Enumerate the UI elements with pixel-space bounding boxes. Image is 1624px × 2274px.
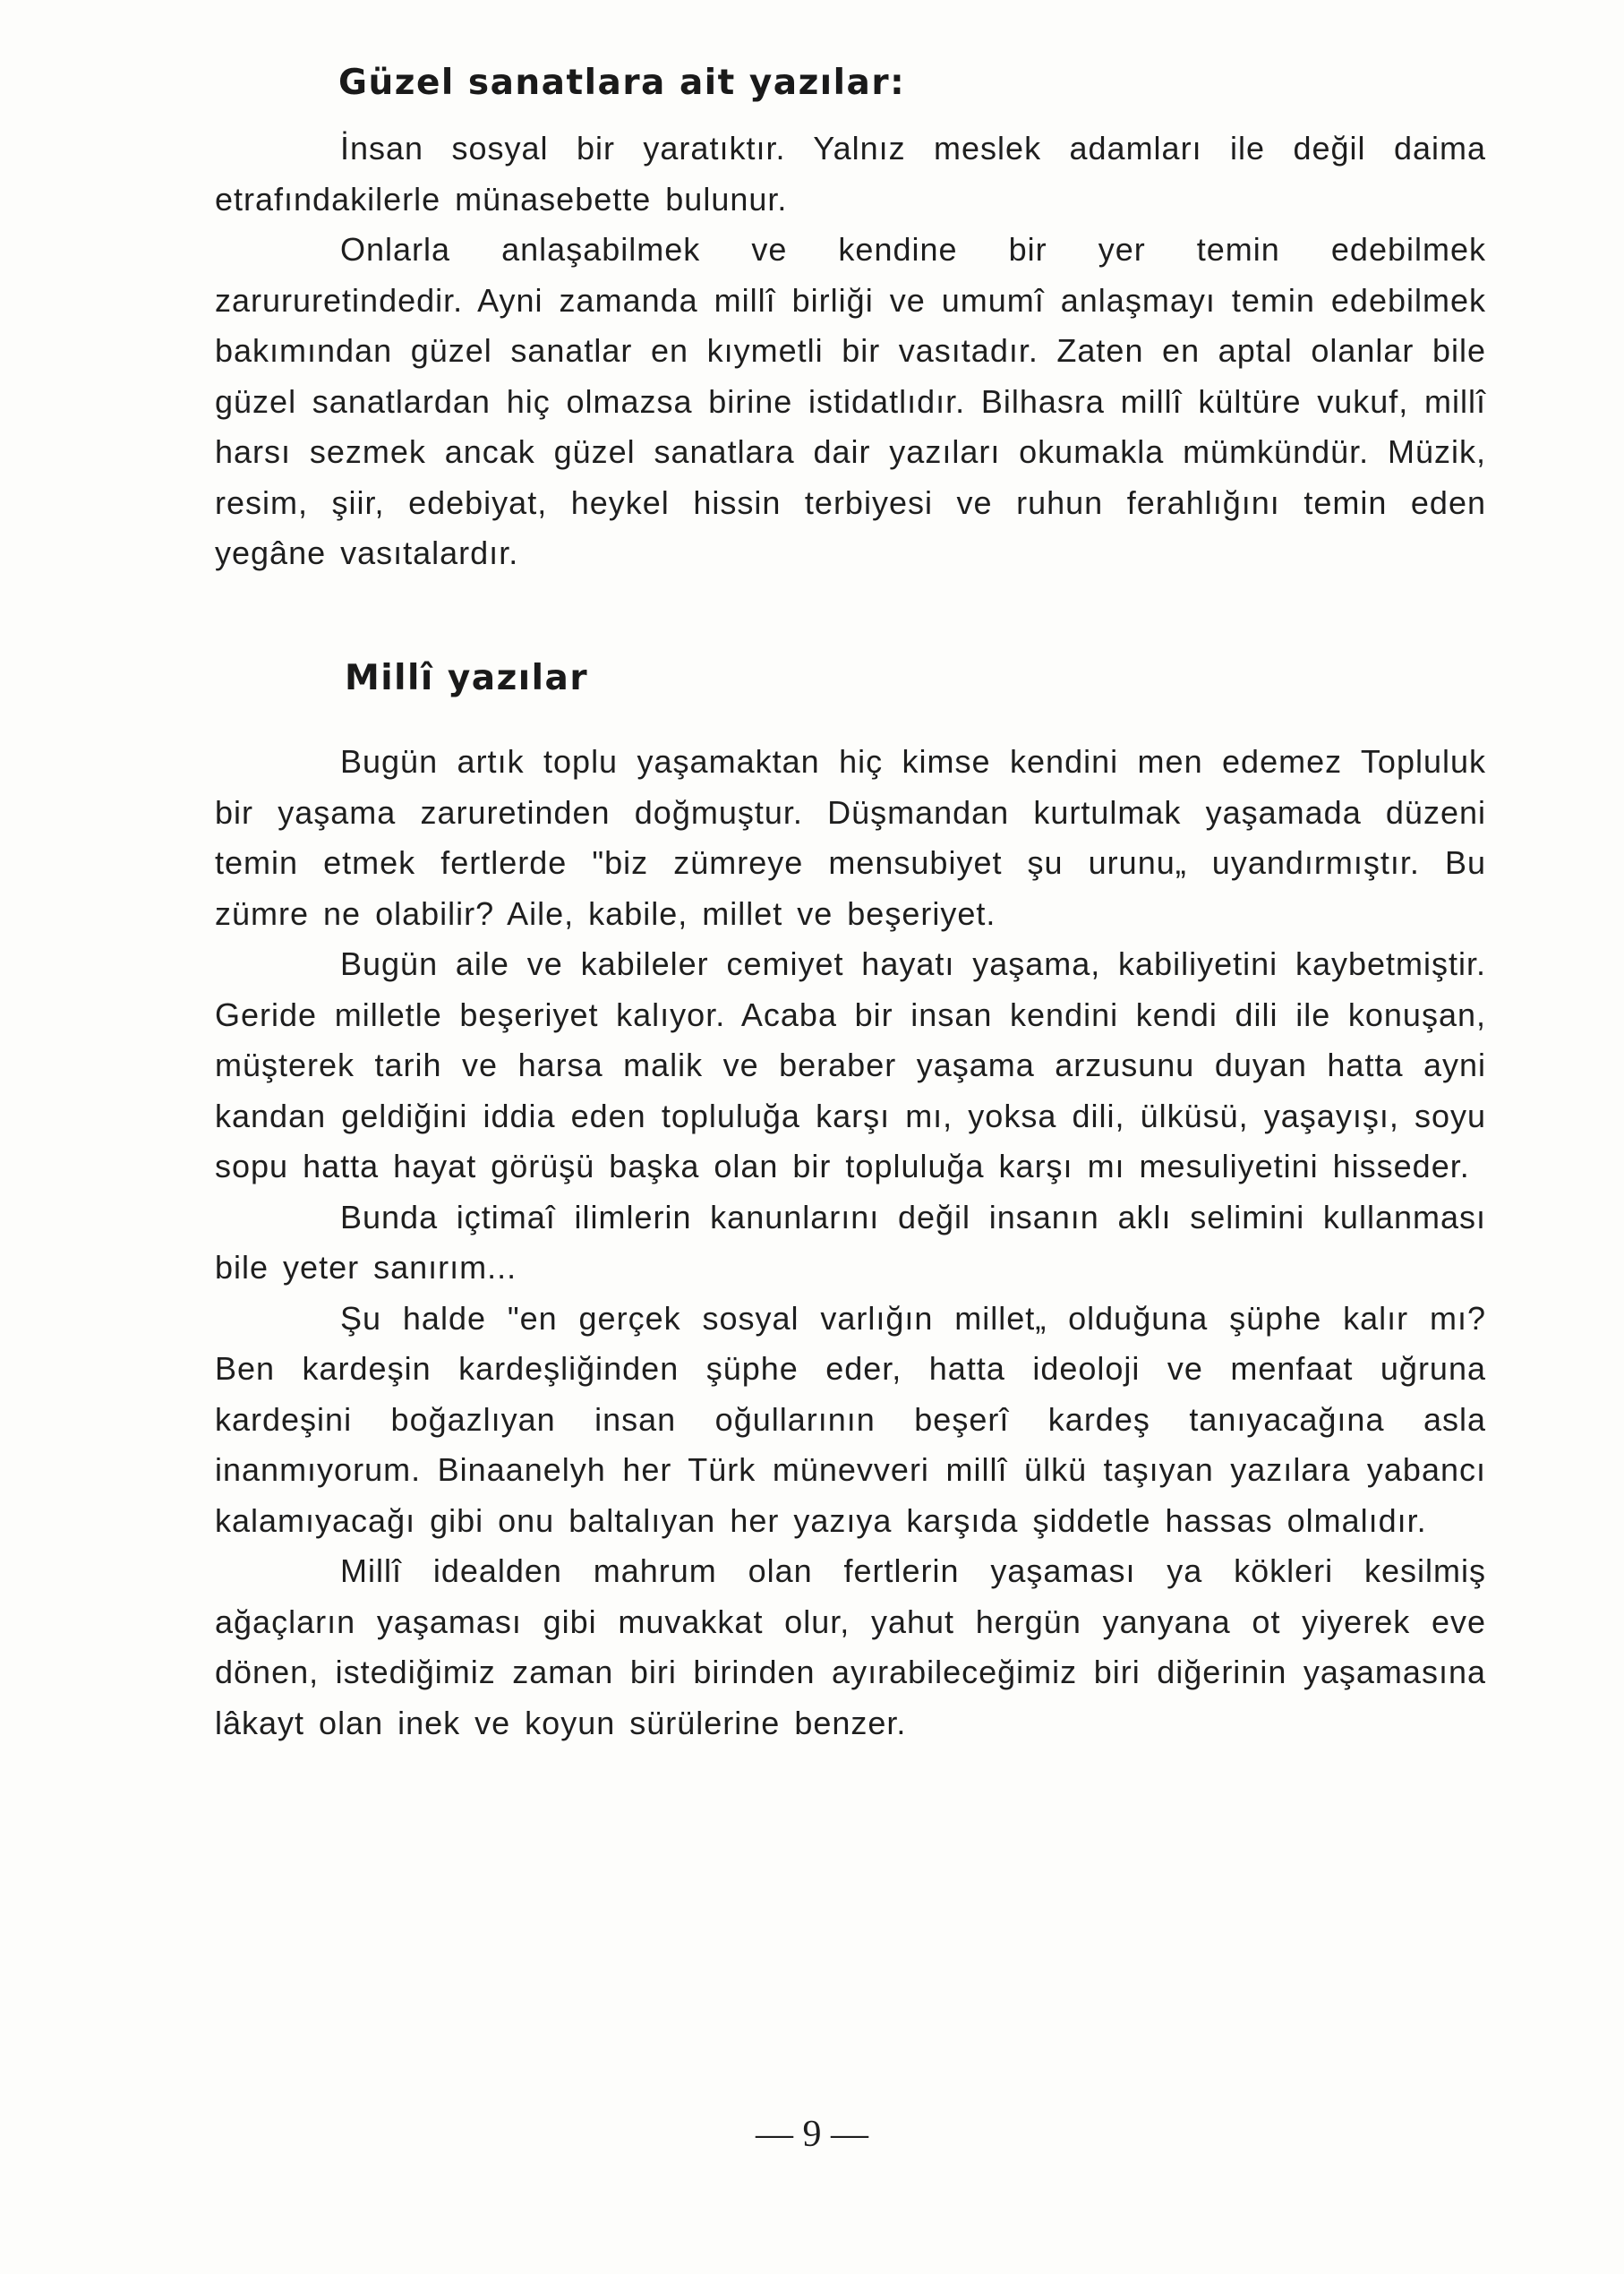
paragraph: Bunda içtimaî ilimlerin kanunlarını değil insanın aklı selimini kullanması bile yeter sanırım...: [215, 1198, 1486, 1286]
section-body-fine-arts: [215, 124, 1486, 579]
section-heading-fine-arts: Güzel sanatlara ait yazılar:: [338, 63, 906, 103]
paragraph: Onlarla anlaşabilmek ve kendine bir yer temin edebilmek zarururetindedir. Ayni zamanda millî birliği ve umumî anlaşmayı temin edebilmek bakımından güzel sanatlar en kıymetli bir vasıtadır. Zaten en aptal olanlar bile güzel sanatlardan hiç olmazsa birine istidatlıdır. Bilhasra millî kültüre vukuf, millî harsı sezmek ancak güzel sanatlara dair yazıları okumakla mümkündür. Müzik, resim, şiir, edebiyat, heykel hissin terbiyesi ve ruhun ferahlığını temin eden yegâne vasıtalardır.: [215, 231, 1486, 571]
paragraph: Bugün artık toplu yaşamaktan hiç kimse kendini men edemez Topluluk bir yaşama zaruretinden doğmuştur. Düşmandan kurtulmak yaşamada düzeni temin etmek fertlerde "biz zümreye mensubiyet şu urunu„ uyandırmıştır. Bu zümre ne olabilir? Aile, kabile, millet ve beşeriyet.: [215, 743, 1486, 932]
paragraph: İnsan sosyal bir yaratıktır. Yalnız meslek adamları ile değil daima etrafındakilerle münasebette bulunur.: [215, 130, 1486, 218]
paragraph: Bugün aile ve kabileler cemiyet hayatı yaşama, kabiliyetini kaybetmiştir. Geride milletle beşeriyet kalıyor. Acaba bir insan kendini kendi dili ile konuşan, müşterek tarih ve harsa malik ve beraber yaşama arzusunu duyan hatta ayni kandan geldiğini iddia eden topluluğa karşı mı, yoksa dili, ülküsü, yaşayışı, soyu sopu hatta hayat görüşü başka olan bir topluluğa karşı mı mesuliyetini hisseder.: [215, 945, 1486, 1184]
section-heading-national-writings: Millî yazılar: [345, 658, 589, 698]
section-body-national-writings: [215, 737, 1486, 1748]
page-number: — 9 —: [756, 2114, 868, 2155]
paragraph: Şu halde "en gerçek sosyal varlığın millet„ olduğuna şüphe kalır mı? Ben kardeşin kardeşliğinden şüphe eder, hatta ideoloji ve menfaat uğruna kardeşini boğazlıyan insan oğullarının beşerî kardeş tanıyacağına asla inanmıyorum. Binaanelyh her Türk münevveri millî ülkü taşıyan yazılara yabancı kalamıyacağı gibi onu baltalıyan her yazıya karşıda şiddetle hassas olmalıdır.: [215, 1299, 1486, 1539]
paragraph: Millî idealden mahrum olan fertlerin yaşaması ya kökleri kesilmiş ağaçların yaşaması gibi muvakkat olur, yahut hergün yanyana ot yiyerek eve dönen, istediğimiz zaman biri birinden ayırabileceğimiz biri diğerinin yaşamasına lâkayt olan inek ve koyun sürülerine benzer.: [215, 1552, 1486, 1741]
